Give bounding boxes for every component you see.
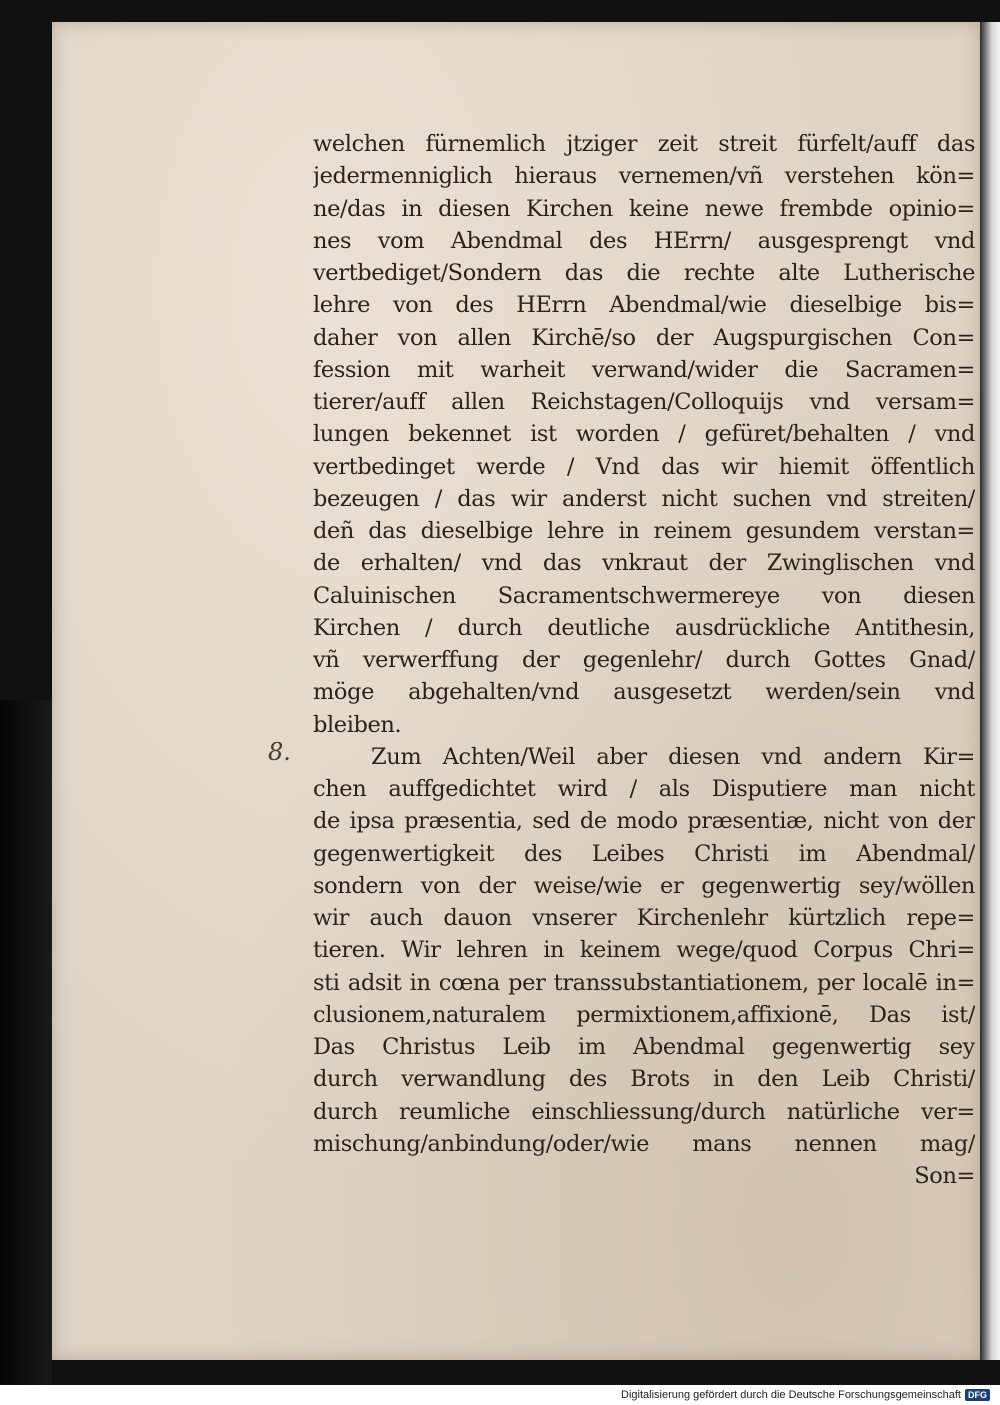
text-line: vertbedinget werde / Vnd das wir hiemit öffentlich (313, 453, 975, 480)
text-line: de ipsa præsentia, sed de modo præsentiæ, nicht von der (313, 808, 975, 835)
text-line: welchen fürnemlich jtziger zeit streit fürfelt/auff das (313, 131, 975, 157)
page-edge (980, 22, 1000, 1360)
digitization-footer (0, 1385, 1000, 1405)
scan-shadow (0, 700, 52, 1385)
text-line: deñ das dieselbige lehre in reinem gesundem verstan= (313, 518, 975, 544)
text-line: ne/das in diesen Kirchen keine newe frembde opinio= (313, 195, 975, 222)
page-text (313, 128, 975, 1192)
text-line: durch reumliche einschliessung/durch natürliche ver= (313, 1098, 975, 1125)
dfg-logo: DFG (965, 1389, 990, 1401)
text-line: de erhalten/ vnd das vnkraut der Zwinglischen vnd (313, 550, 975, 577)
text-line: wir auch dauon vnserer Kirchenlehr kürtzlich repe= (313, 905, 975, 931)
text-line: durch verwandlung des Brots in den Leib Christi/ (313, 1066, 975, 1093)
text-line: jedermenniglich hieraus vernemen/vñ verstehen kön= (313, 163, 975, 190)
text-line: clusionem,naturalem permixtionem,affixionē, Das ist/ (313, 1001, 975, 1028)
text-line: sondern von der weise/wie er gegenwertig sey/wöllen (313, 872, 975, 899)
catchword: Son= (914, 1163, 975, 1189)
text-line: nes vom Abendmal des HErrn/ ausgesprengt vnd (313, 227, 975, 254)
footer-text: Digitalisierung gefördert durch die Deutsche Forschungsgemeinschaft (621, 1389, 961, 1401)
text-line: vñ verwerffung der gegenlehr/ durch Gottes Gnad/ (313, 647, 975, 673)
text-line: Zum Achten/Weil aber diesen vnd andern Kir= (371, 743, 975, 770)
text-line: sti adsit in cœna per transsubstantiationem, per localē in= (313, 969, 975, 996)
margin-note: 8. (268, 738, 291, 766)
text-line: bleiben. (313, 711, 402, 738)
text-line: vertbediget/Sondern das die rechte alte Lutherische (313, 260, 975, 286)
text-line: fession mit warheit verwand/wider die Sacramen= (313, 356, 975, 383)
text-line: mischung/anbindung/oder/wie mans nennen mag/ (313, 1130, 975, 1157)
text-line: tierer/auff allen Reichstagen/Colloquijs vnd versam= (313, 389, 975, 415)
text-line: gegenwertigkeit des Leibes Christi im Abendmal/ (313, 840, 975, 867)
text-line: chen auffgedichtet wird / als Disputiere man nicht (313, 776, 975, 802)
text-line: tieren. Wir lehren in keinem wege/quod Corpus Chri= (313, 937, 975, 964)
text-line: Caluinischen Sacramentschwermereye von diesen (313, 582, 975, 609)
text-line: bezeugen / das wir anderst nicht suchen vnd streiten/ (313, 485, 975, 512)
text-line: daher von allen Kirchē/so der Augspurgischen Con= (313, 324, 975, 351)
text-line: möge abgehalten/vnd ausgesetzt werden/sein vnd (313, 679, 975, 706)
text-line: Kirchen / durch deutliche ausdrückliche Antithesin, (313, 614, 975, 641)
text-line: lehre von des HErrn Abendmal/wie dieselbige bis= (313, 292, 975, 319)
text-line: Das Christus Leib im Abendmal gegenwertig sey (313, 1034, 975, 1060)
text-line: lungen bekennet ist worden / gefüret/behalten / vnd (313, 421, 975, 448)
